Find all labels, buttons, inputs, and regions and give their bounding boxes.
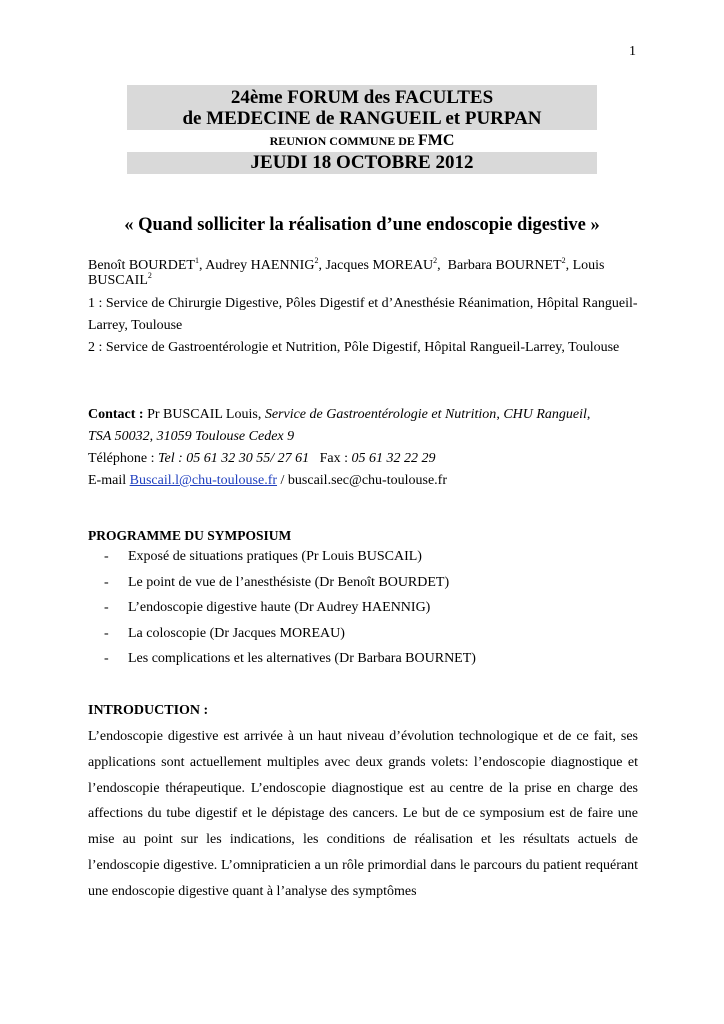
event-subtitle-fmc: FMC [417,132,455,149]
event-subtitle-prefix: REUNION COMMUNE DE [269,134,415,148]
programme-item-text: La coloscopie (Dr Jacques MOREAU) [128,625,345,641]
programme-list [88,544,648,672]
event-subtitle [127,130,597,152]
contact-line: Contact : Pr BUSCAIL Louis, Service de Gastroentérologie et Nutrition, CHU Rangueil, [88,407,591,422]
phone-value: Tel : 05 61 32 30 55/ 27 61 [157,451,310,466]
contact-block [88,404,648,492]
phone-label: Téléphone : [88,451,155,466]
contact-address-b: 31059 Toulouse Cedex 9 [156,429,295,444]
contact-service: Service de Gastroentérologie et Nutrition [264,407,497,422]
programme-item-text: Exposé de situations pratiques (Pr Louis BUSCAIL) [128,549,422,564]
author-affiliation-mark: 2 [314,256,319,265]
event-faculties: de MEDECINE de RANGUEIL et PURPAN [182,108,542,129]
introduction-heading: INTRODUCTION : [88,703,209,718]
list-item [88,544,648,570]
contact-hospital: CHU Rangueil [503,407,587,422]
author-affiliation-mark: 2 [147,271,152,280]
programme-title: PROGRAMME DU SYMPOSIUM [88,528,292,543]
introduction-paragraph: L’endoscopie digestive est arrivée à un haut niveau d’évolution technologique et de ce fait, ses applications sont actuellement multiples avec deux grands volets: l’endoscopie diagnostique et l’endoscopie thérapeutique. L’endoscopie diagnostique est au centre de la prise en charge des affections du tube digestif et le dépistage des cancers. Le but de ce symposium est de faire une mise au point sur les indications, les conditions de réalisation et les résultats actuels de l’endoscopie digestive. L’omnipraticien a un rôle primordial dans le parcours du patient requérant une endoscopie digestive quant à l’analyse des symptômes [88,729,638,899]
bullet-dash: - [104,574,109,590]
contact-address-a: TSA 50032 [88,429,150,444]
author-affiliation-mark: 1 [194,256,199,265]
authors-line: Benoît BOURDET$^1$, Audrey HAENNIG$^2$, Jacques MOREAU$^2$, Barbara BOURNET$^2$, Louis BUSCAIL$^2$ [88,256,605,288]
bullet-dash: - [104,600,109,615]
programme-section [88,528,648,672]
list-item [88,595,648,621]
fax-label: Fax : [319,451,349,466]
event-header-band [127,85,597,130]
email-alt: / buscail.sec@chu-toulouse.fr [280,473,447,488]
email-link[interactable]: Buscail.l@chu-toulouse.fr [129,473,278,488]
programme-item-text: Les complications et les alternatives (Dr Barbara BOURNET) [128,651,476,666]
contact-phone-line [88,448,648,470]
author-name: Benoît BOURDET [88,258,195,273]
affiliation-item: 2 : Service de Gastroentérologie et Nutrition, Pôle Digestif, Hôpital Rangueil-Larrey, Toulouse [88,340,620,355]
contact-email-line [88,470,648,492]
fax-value: 05 61 32 22 29 [351,451,436,466]
author-name: Jacques MOREAU [325,258,434,273]
author-name: Barbara BOURNET [447,258,562,273]
bullet-dash: - [104,549,109,564]
bullet-dash: - [104,625,109,641]
event-date: JEUDI 18 OCTOBRE 2012 [127,152,597,174]
author-name: Audrey HAENNIG [205,258,315,273]
affiliations [88,293,648,359]
list-item [88,570,648,596]
programme-item-text: Le point de vue de l’anesthésiste (Dr Benoît BOURDET) [128,574,450,590]
author-name: Louis BUSCAIL [88,258,605,288]
author-affiliation-mark: 2 [433,256,438,265]
contact-label: Contact : [88,407,144,422]
list-item [88,646,648,672]
bullet-dash: - [104,651,109,666]
list-item [88,621,648,647]
author-affiliation-mark: 2 [561,256,566,265]
contact-address-line: TSA 50032, 31059 Toulouse Cedex 9 [88,429,295,444]
email-label: E-mail [88,473,127,488]
affiliation-item: 1 : Service de Chirurgie Digestive, Pôles Digestif et d’Anesthésie Réanimation, Hôpital Rangueil-Larrey, Toulouse [88,296,638,333]
event-name: 24ème FORUM des FACULTES [230,87,494,108]
programme-item-text: L’endoscopie digestive haute (Dr Audrey HAENNIG) [128,600,431,615]
contact-name: Pr BUSCAIL Louis, [147,407,262,422]
event-header [127,85,597,174]
page-number: 1 [629,44,636,59]
document-title: « Quand solliciter la réalisation d’une endoscopie digestive » [124,215,600,235]
